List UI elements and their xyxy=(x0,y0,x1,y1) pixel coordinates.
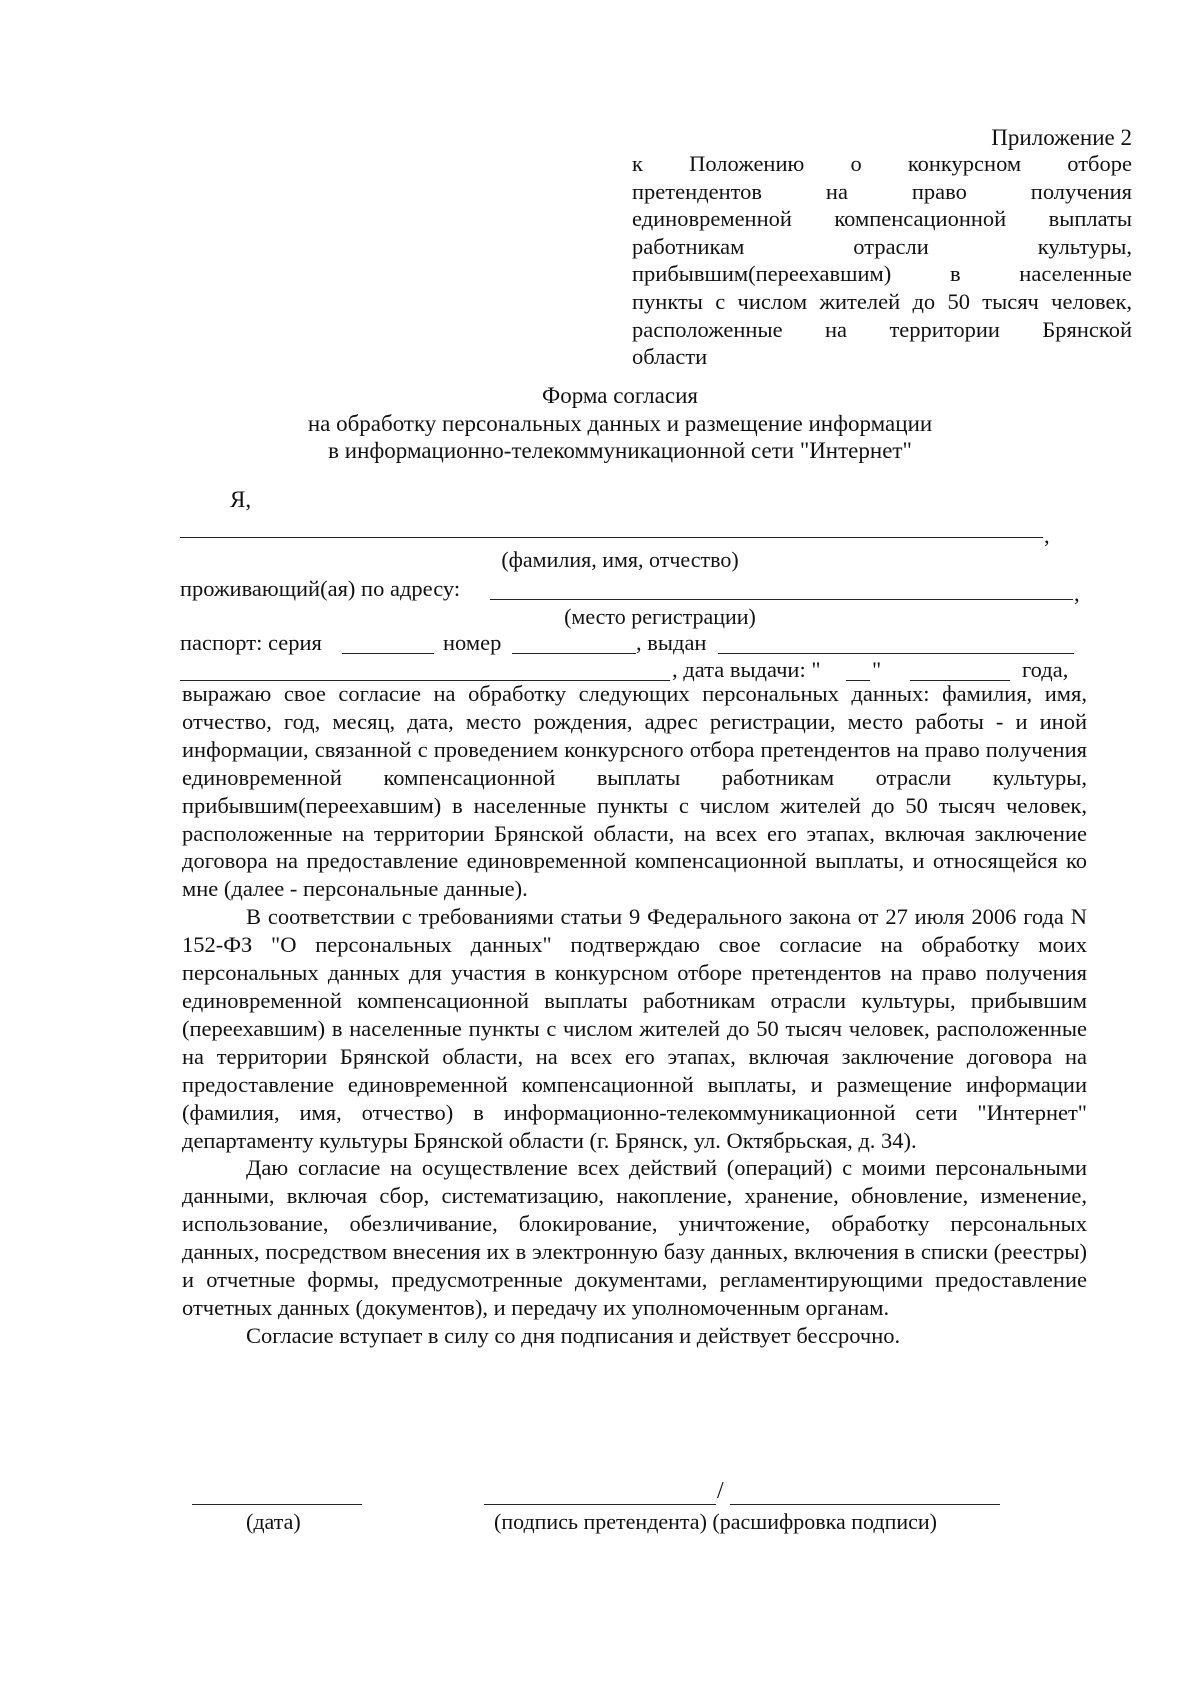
signature-decryption-line[interactable] xyxy=(730,1504,1000,1505)
fio-caption: (фамилия, имя, отчество) xyxy=(501,547,739,572)
consent-body xyxy=(182,680,1087,1350)
consent-paragraph-4: Согласие вступает в силу со дня подписания и действует бессрочно. xyxy=(246,1322,901,1348)
form-title-line1: Форма согласия xyxy=(542,383,698,408)
annex-line: претендентов на право получения xyxy=(632,178,1132,204)
date-signature-line[interactable] xyxy=(192,1504,362,1505)
form-title-line2: на обработку персональных данных и размещение информации xyxy=(307,410,933,436)
form-title xyxy=(180,382,1060,465)
annex-line: расположенные на территории Брянской xyxy=(632,316,1132,342)
passport-number-label: номер xyxy=(443,630,502,655)
date-caption: (дата) xyxy=(246,1509,301,1534)
address-caption: (место регистрации) xyxy=(564,604,756,629)
passport-number-line[interactable] xyxy=(512,653,636,654)
annex-line: к Положению о конкурсном отборе xyxy=(632,151,1132,176)
applicant-signature-line[interactable] xyxy=(484,1504,716,1505)
address-comma: , xyxy=(1074,581,1080,606)
issued-by-line-1[interactable] xyxy=(718,653,1074,654)
passport-series-label: паспорт: серия xyxy=(180,630,322,655)
issued-label: , выдан xyxy=(636,630,707,655)
annex-line: пункты с числом жителей до 50 тысяч человек, xyxy=(632,288,1132,314)
fio-comma: , xyxy=(1044,523,1050,548)
consent-paragraph-3: Даю согласие на осуществление всех действий (операций) с моими персональными данными, включая сбор, систематизацию, накопление, хранение, обновление, изменение, использование, обезличивание, блокирование, уничтожение, обработку персональных данных, посредством внесения их в электронную базу данных, включения в списки (реестры) и отчетные формы, предусмотренные документами, регламентирующими предоставление отчетных данных (документов), и передачу их уполномоченным органам. xyxy=(182,1155,1087,1320)
fio-field-line[interactable] xyxy=(180,537,1043,538)
consent-paragraph-2: В соответствии с требованиями статьи 9 Федерального закона от 27 июля 2006 года N 152-ФЗ "О персональных данных" подтверждаю свое согласие на обработку моих персональных данных для участия в конкурсном отборе претендентов на право получения единовременной компенсационной выплаты работникам отрасли культуры, прибывшим (переехавшим) в населенные пункты с числом жителей до 50 тысяч человек, расположенные на территории Брянской области, на всех его этапах, включая заключение договора на предоставление единовременной компенсационной выплаты, и размещение информации (фамилия, имя, отчество) в информационно-телекоммуникационной сети "Интернет" департаменту культуры Брянской области (г. Брянск, ул. Октябрьская, д. 34). xyxy=(182,904,1087,1153)
ya-label: Я, xyxy=(230,487,252,512)
annex-title: Приложение 2 xyxy=(991,125,1132,150)
signature-slash: / xyxy=(717,1478,724,1504)
issue-date-label: , дата выдачи: " xyxy=(672,657,821,682)
annex-line: работникам отрасли культуры, xyxy=(632,233,1132,259)
address-field-line[interactable] xyxy=(490,599,1073,600)
annex-line: области xyxy=(632,344,708,370)
passport-series-line[interactable] xyxy=(342,653,434,654)
consent-paragraph-1: выражаю свое согласие на обработку следующих персональных данных: фамилия, имя, отчество, год, месяц, дата, место рождения, адрес регистрации, место работы - и иной информации, связанной с проведением конкурсного отбора претендентов на право получения единовременной компенсационной выплаты работникам отрасли культуры, прибывшим(переехавшим) в населенные пункты с числом жителей до 50 тысяч человек, расположенные на территории Брянской области, на всех его этапах, включая заключение договора на предоставление единовременной компенсационной выплаты, и относящейся ко мне (далее - персональные данные). xyxy=(182,681,1087,902)
signature-caption: (подпись претендента) (расшифровка подписи) xyxy=(494,1509,937,1534)
annex-line: прибывшим(переехавшим) в населенные xyxy=(632,261,1132,287)
form-title-line3: в информационно-телекоммуникационной сети "Интернет" xyxy=(328,438,912,463)
annex-reference xyxy=(632,150,1132,371)
address-label: проживающий(ая) по адресу: xyxy=(180,576,461,601)
year-label: года, xyxy=(1022,657,1069,682)
annex-line: единовременной компенсационной выплаты xyxy=(632,206,1132,232)
issue-date-quote: " xyxy=(872,657,882,682)
